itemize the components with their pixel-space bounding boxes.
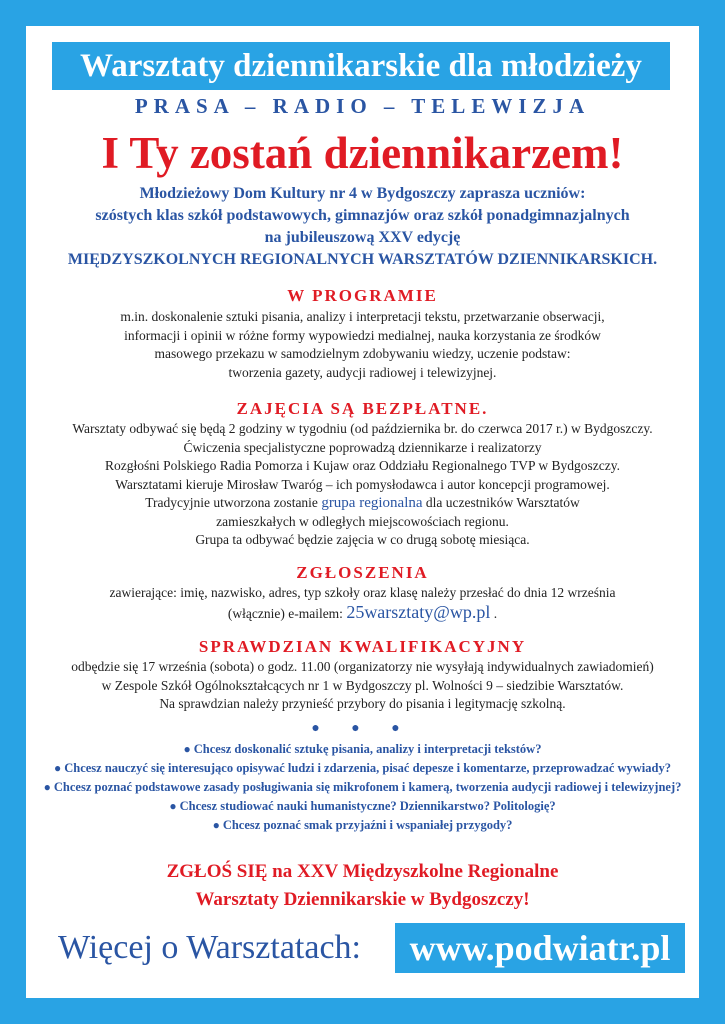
- headline: I Ty zostań dziennikarzem!: [101, 128, 624, 178]
- intro-line: MIĘDZYSZKOLNYCH REGIONALNYCH WARSZTATÓW DZIENNIKARSKICH.: [67, 251, 658, 268]
- question-text: Chcesz studiować nauki humanistyczne? Dziennikarstwo? Politologię?: [179, 799, 556, 813]
- intro-line: Młodzieżowy Dom Kultury nr 4 w Bydgoszczy zaprasza uczniów:: [139, 185, 586, 202]
- cta-line: ZGŁOŚ SIĘ na XXV Międzyszkolne Regionalne: [166, 861, 559, 882]
- question-text: Chcesz nauczyć się interesująco opisywać ludzi i zdarzenia, pisać depesze i komentarze, przeprowadzać wywiady?: [64, 761, 671, 775]
- question-text: Chcesz doskonalić sztukę pisania, analizy i interpretacji tekstów?: [193, 742, 542, 756]
- program-line: tworzenia gazety, audycji radiowej i telewizyjnej.: [228, 364, 497, 380]
- applications-section: [26, 563, 699, 623]
- free-line: Ćwiczenia specjalistyczne poprowadzą dziennikarze i realizatorzy: [183, 439, 542, 455]
- exam-title: SPRAWDZIAN KWALIFIKACYJNY: [198, 637, 527, 656]
- program-line: informacji i opinii w różne formy wypowiedzi medialnej, nauka korzystania ze środków: [124, 327, 601, 343]
- list-item: [26, 816, 699, 835]
- question-text: Chcesz poznać smak przyjaźni i wspaniałej przygody?: [222, 818, 513, 832]
- regional-group-text: grupa regionalna: [321, 495, 423, 511]
- exam-line: w Zespole Szkół Ogólnokształcących nr 1 w Bydgoszczy pl. Wolności 9 – siedzibie Warsztatów.: [101, 677, 624, 693]
- bullet-icon: ●: [169, 799, 180, 813]
- program-section: [26, 286, 699, 382]
- bullet-icon: ●: [183, 742, 194, 756]
- bullet-icon: ●: [212, 818, 223, 832]
- banner-title: Warsztaty dziennikarskie dla młodzieży: [52, 42, 670, 90]
- free-line: Rozgłośni Polskiego Radia Pomorza i Kujaw oraz Oddziału Regionalnego TVP w Bydgoszczy.: [104, 458, 621, 473]
- list-item: [26, 778, 699, 797]
- intro-line: szóstych klas szkół podstawowych, gimnazjów oraz szkół ponadgimnazjalnych: [95, 207, 630, 224]
- email-post: .: [490, 605, 498, 621]
- email-address[interactable]: 25warsztaty@wp.pl: [346, 601, 491, 622]
- exam-line: odbędzie się 17 września (sobota) o godz. 11.00 (organizatorzy nie wysyłają indywidualnych zawiadomień): [71, 659, 654, 674]
- free-title: ZAJĘCIA SĄ BEZPŁATNE.: [236, 399, 489, 418]
- exam-line: Na sprawdzian należy przynieść przybory do pisania i legitymację szkolną.: [159, 696, 566, 711]
- list-item: [26, 759, 699, 778]
- free-line: Warsztaty odbywać się będą 2 godziny w tygodniu (od października br. do czerwca 2017 r.) w Bydgoszczy.: [72, 421, 653, 436]
- program-line: m.in. doskonalenie sztuki pisania, analizy i interpretacji tekstu, przetwarzanie obserwacji,: [120, 309, 605, 324]
- list-item: [26, 797, 699, 816]
- program-title: W PROGRAMIE: [287, 286, 438, 305]
- free-section: [26, 399, 699, 550]
- program-line: masowego przekazu w samodzielnym zdobywaniu wiedzy, uczenie podstaw:: [154, 346, 571, 361]
- intro-line: na jubileuszową XXV edycję: [264, 229, 461, 246]
- free-line: Warsztatami kieruje Mirosław Twaróg – ich pomysłodawca i autor koncepcji programowej.: [115, 476, 610, 492]
- applications-email-line: [26, 603, 699, 624]
- regional-line: [26, 494, 699, 513]
- questions-list: [26, 740, 699, 835]
- list-item: [26, 740, 699, 759]
- regional-pre: Tradycyjnie utworzona zostanie: [145, 495, 322, 510]
- bullet-icon: ●: [43, 780, 54, 794]
- free-line: Grupa ta odbywać będzie zajęcia w co drugą sobotę miesiąca.: [195, 532, 530, 547]
- regional-post: dla uczestników Warsztatów: [422, 495, 580, 510]
- cta-line: Warsztaty Dziennikarskie w Bydgoszczy!: [195, 889, 530, 910]
- applications-title: ZGŁOSZENIA: [296, 563, 429, 582]
- separator-dots: ● ● ●: [311, 721, 414, 736]
- call-to-action: [26, 858, 699, 914]
- website-link[interactable]: www.podwiatr.pl: [395, 923, 685, 973]
- intro-block: [26, 183, 699, 271]
- subtitle: PRASA – RADIO – TELEWIZJA: [134, 94, 591, 118]
- applications-line: zawierające: imię, nazwisko, adres, typ szkoły oraz klasę należy przesłać do dnia 12 września: [109, 585, 616, 600]
- free-line: zamieszkałych w odległych miejscowościach regionu.: [216, 513, 509, 529]
- email-label: (włącznie) e-mailem:: [227, 605, 347, 621]
- more-info-label: Więcej o Warsztatach:: [58, 929, 361, 966]
- exam-section: [26, 637, 699, 714]
- bullet-icon: ●: [53, 761, 65, 775]
- question-text: Chcesz poznać podstawowe zasady posługiwania się mikrofonem i kamerą, tworzenia audycji radiowej i telewizyjnej?: [53, 780, 682, 794]
